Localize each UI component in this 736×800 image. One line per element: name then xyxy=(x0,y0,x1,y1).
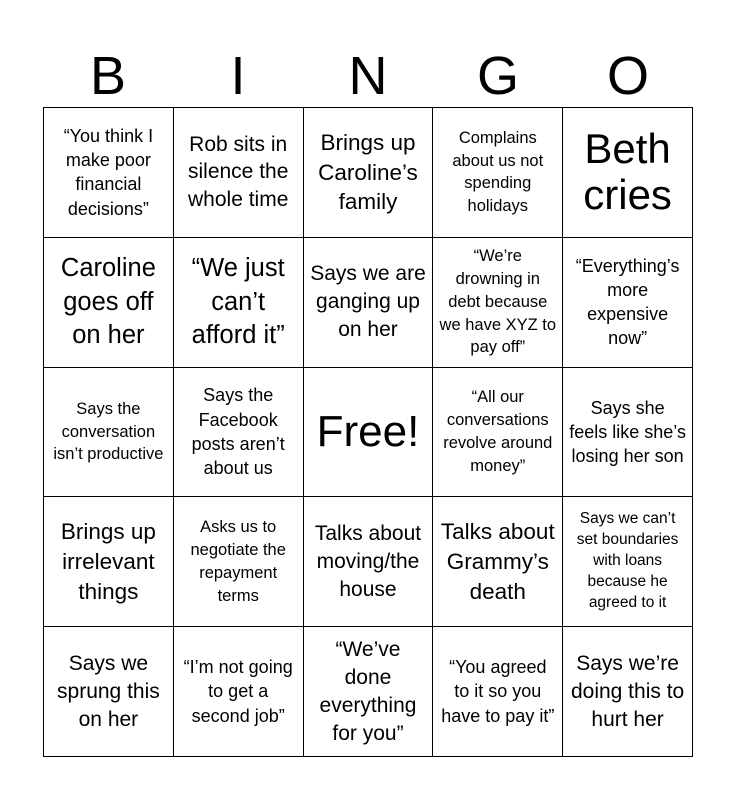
cell-text: “You agreed to it so you have to pay it” xyxy=(441,657,555,726)
bingo-cell[interactable] xyxy=(174,627,304,757)
cell-text: Beth cries xyxy=(583,125,672,219)
bingo-cell[interactable] xyxy=(44,368,174,498)
free-space-cell[interactable] xyxy=(304,368,434,498)
cell-text: Says we sprung this on her xyxy=(57,651,160,731)
cell-text: Talks about moving/the house xyxy=(314,521,422,601)
cell-text: Talks about Grammy’s death xyxy=(440,519,555,604)
bingo-cell[interactable] xyxy=(433,497,563,627)
cell-text: “We’re drowning in debt because we have XYZ to pay off” xyxy=(439,247,557,357)
bingo-cell[interactable] xyxy=(563,497,693,627)
cell-text: “We just can’t afford it” xyxy=(191,254,285,349)
cell-text: “Everything’s more expensive now” xyxy=(575,255,680,349)
bingo-cell[interactable] xyxy=(44,108,174,238)
bingo-cell[interactable] xyxy=(304,497,434,627)
bingo-cell[interactable] xyxy=(304,108,434,238)
free-space-label: Free! xyxy=(316,406,420,456)
cell-text: Says we are ganging up on her xyxy=(310,262,426,342)
bingo-cell[interactable] xyxy=(433,627,563,757)
bingo-cell[interactable] xyxy=(433,238,563,368)
cell-text: Rob sits in silence the whole time xyxy=(187,132,289,212)
cell-text: Complains about us not spending holidays xyxy=(452,128,544,216)
bingo-cell[interactable] xyxy=(563,368,693,498)
cell-text: Asks us to negotiate the repayment terms xyxy=(190,518,286,605)
bingo-cell[interactable] xyxy=(304,238,434,368)
header-letter-n: N xyxy=(348,46,388,106)
cell-text: “You think I make poor financial decisions” xyxy=(63,125,154,219)
bingo-cell[interactable] xyxy=(44,238,174,368)
bingo-cell[interactable] xyxy=(563,108,693,238)
header-letter-i: I xyxy=(230,46,246,106)
bingo-cell[interactable] xyxy=(174,238,304,368)
cell-text: Caroline goes off on her xyxy=(60,254,156,349)
cell-text: Says she feels like she’s losing her son xyxy=(569,397,686,467)
cell-text: Says we can’t set boundaries with loans because he agreed to it xyxy=(576,510,679,612)
bingo-card-grid xyxy=(43,107,693,757)
cell-text: “I’m not going to get a second job” xyxy=(183,657,293,726)
header-letter-g: G xyxy=(476,46,519,106)
cell-text: Says the Facebook posts aren’t about us xyxy=(191,385,285,479)
cell-text: Says we’re doing this to hurt her xyxy=(570,651,685,731)
bingo-cell[interactable] xyxy=(174,497,304,627)
cell-text: Brings up Caroline’s family xyxy=(318,129,418,215)
header-letter-b: B xyxy=(89,46,127,106)
cell-text: Brings up irrelevant things xyxy=(60,519,156,604)
cell-text: “All our conversations revolve around money” xyxy=(443,388,553,475)
cell-text: Says the conversation isn’t productive xyxy=(53,399,164,464)
bingo-header xyxy=(43,40,693,108)
bingo-cell[interactable] xyxy=(304,627,434,757)
bingo-cell[interactable] xyxy=(563,627,693,757)
bingo-cell[interactable] xyxy=(433,368,563,498)
bingo-cell[interactable] xyxy=(44,497,174,627)
header-letter-o: O xyxy=(606,46,649,106)
bingo-cell[interactable] xyxy=(433,108,563,238)
bingo-cell[interactable] xyxy=(174,368,304,498)
cell-text: “We’ve done everything for you” xyxy=(319,637,417,745)
bingo-cell[interactable] xyxy=(174,108,304,238)
bingo-cell[interactable] xyxy=(44,627,174,757)
bingo-cell[interactable] xyxy=(563,238,693,368)
